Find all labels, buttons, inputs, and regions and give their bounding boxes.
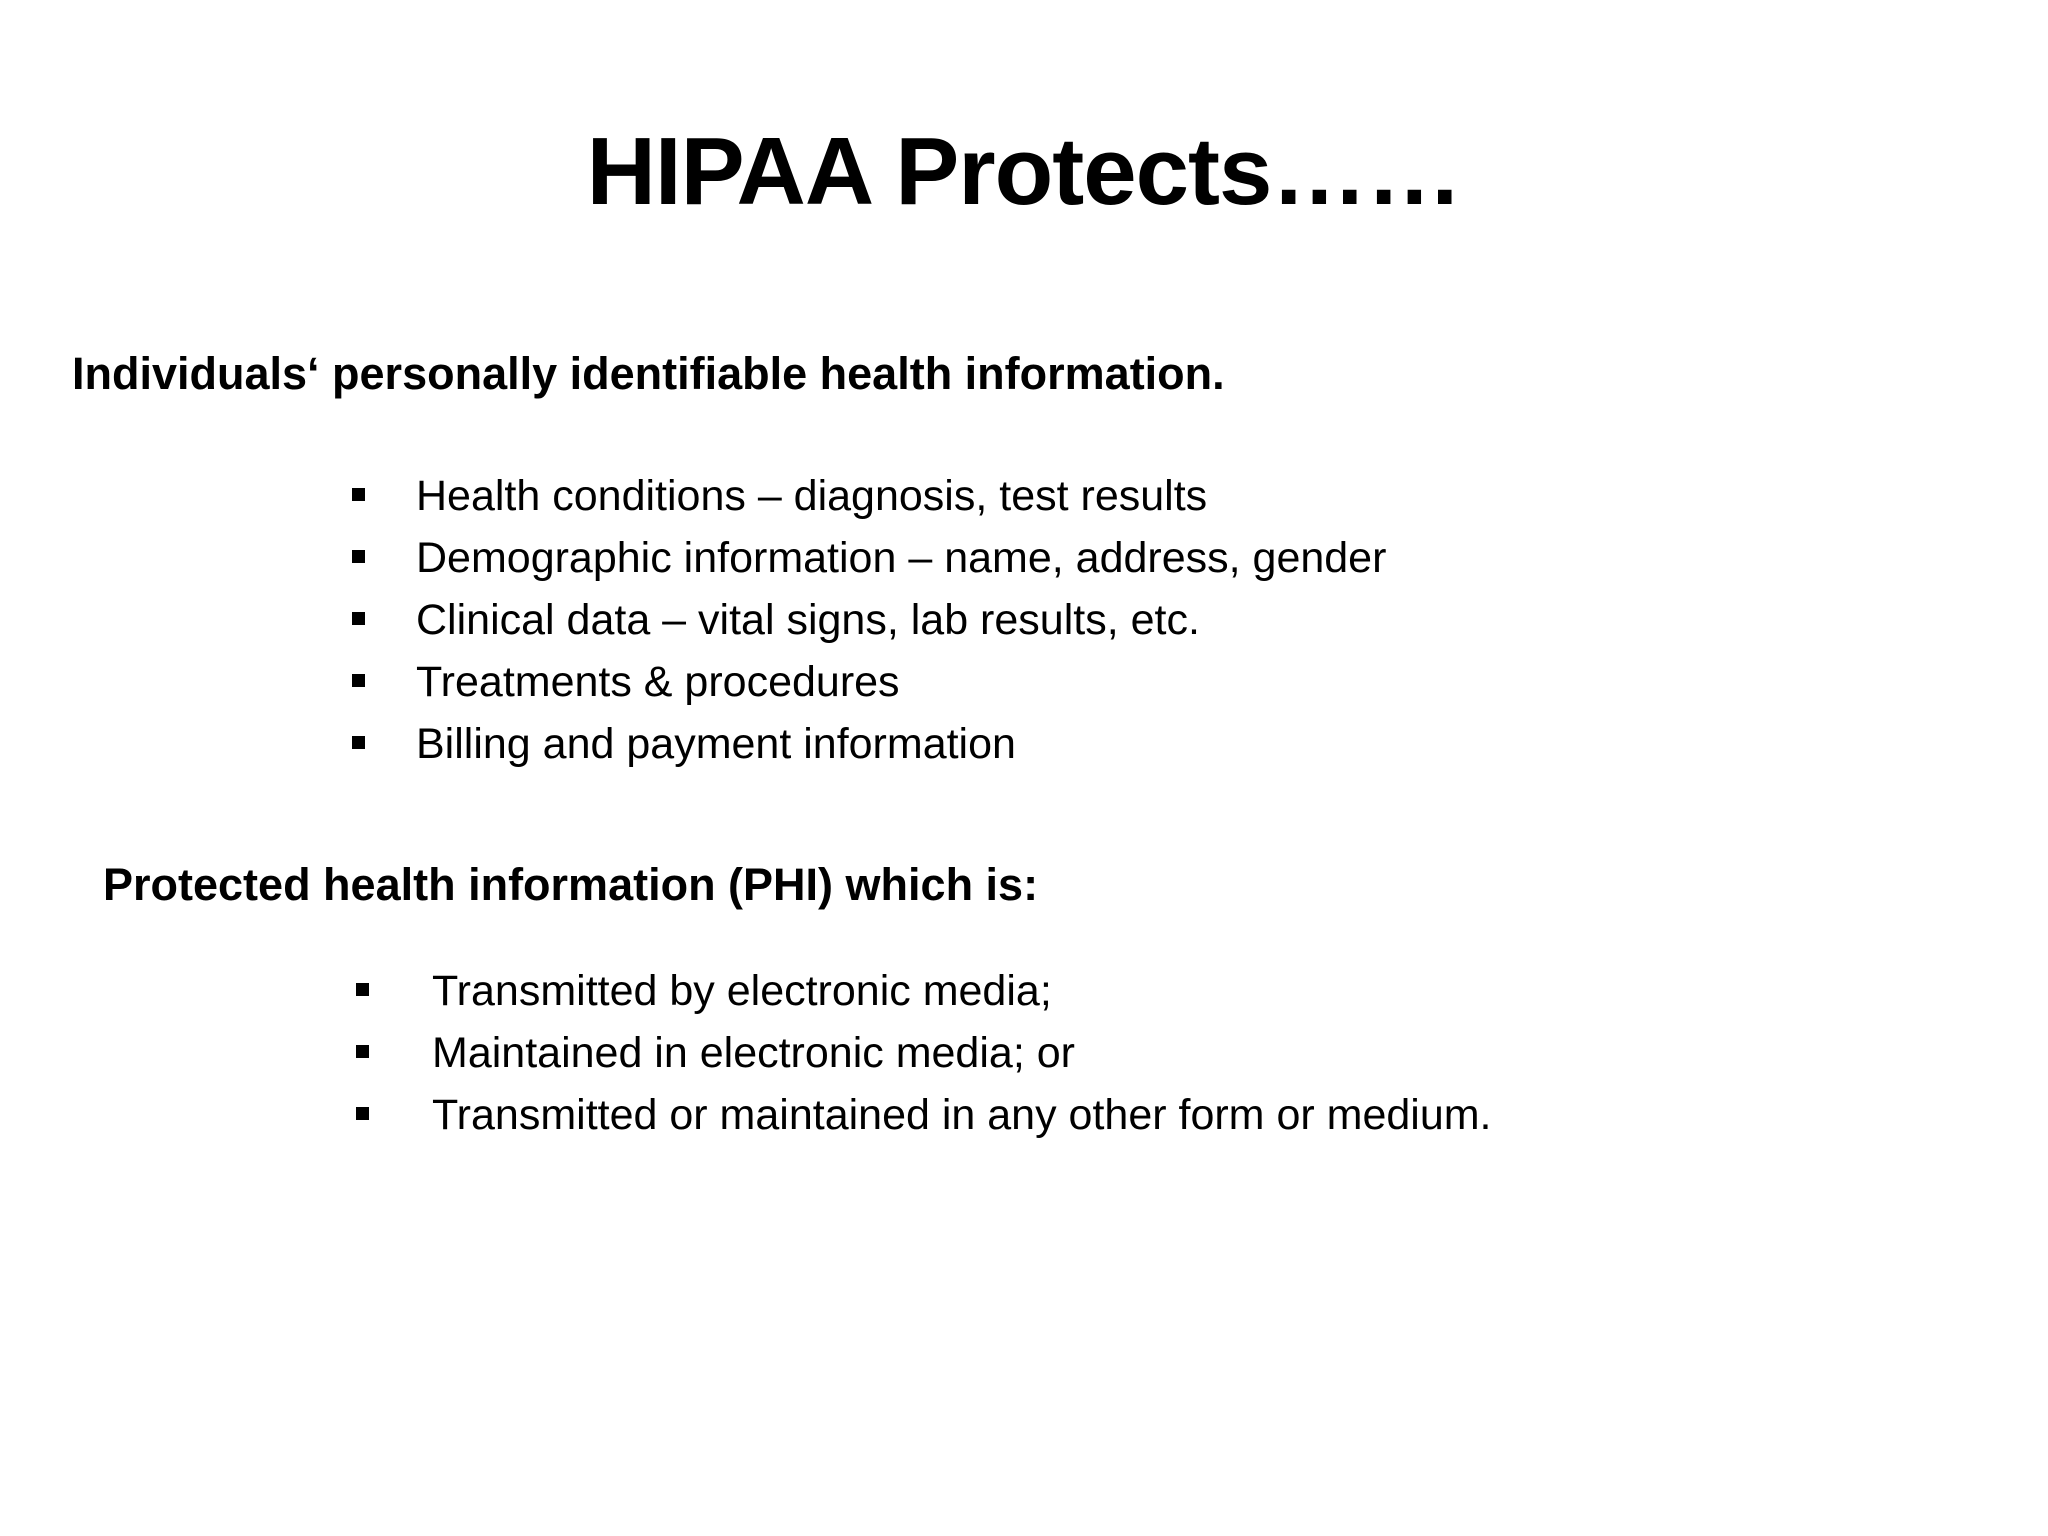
list-item — [352, 527, 1386, 589]
list-item — [352, 713, 1386, 775]
square-bullet-icon — [352, 550, 365, 563]
list-item-text: Health conditions – diagnosis, test results — [416, 472, 1208, 520]
square-bullet-icon — [356, 1107, 369, 1120]
list-item — [352, 651, 1386, 713]
section-heading-phi: Protected health information (PHI) which is: — [103, 859, 1039, 910]
list-item-text: Transmitted by electronic media; — [432, 967, 1052, 1015]
list-item — [356, 1022, 1492, 1084]
list-item — [352, 465, 1386, 527]
personal-info-bullet-list — [352, 465, 1386, 775]
list-item — [356, 960, 1492, 1022]
square-bullet-icon — [352, 736, 365, 749]
list-item-text: Demographic information – name, address, gender — [416, 534, 1387, 582]
square-bullet-icon — [356, 1045, 369, 1058]
section-heading-personal-info: Individuals‘ personally identifiable health information. — [72, 348, 1225, 399]
square-bullet-icon — [356, 983, 369, 996]
list-item — [356, 1084, 1492, 1146]
list-item — [352, 589, 1386, 651]
list-item-text: Treatments & procedures — [416, 658, 900, 706]
list-item-text: Maintained in electronic media; or — [432, 1029, 1075, 1077]
list-item-text: Clinical data – vital signs, lab results, etc. — [416, 596, 1200, 644]
list-item-text: Transmitted or maintained in any other form or medium. — [432, 1091, 1492, 1139]
slide-title: HIPAA Protects…… — [586, 118, 1462, 225]
square-bullet-icon — [352, 612, 365, 625]
phi-bullet-list — [356, 960, 1492, 1146]
list-item-text: Billing and payment information — [416, 720, 1016, 768]
square-bullet-icon — [352, 674, 365, 687]
square-bullet-icon — [352, 488, 365, 501]
